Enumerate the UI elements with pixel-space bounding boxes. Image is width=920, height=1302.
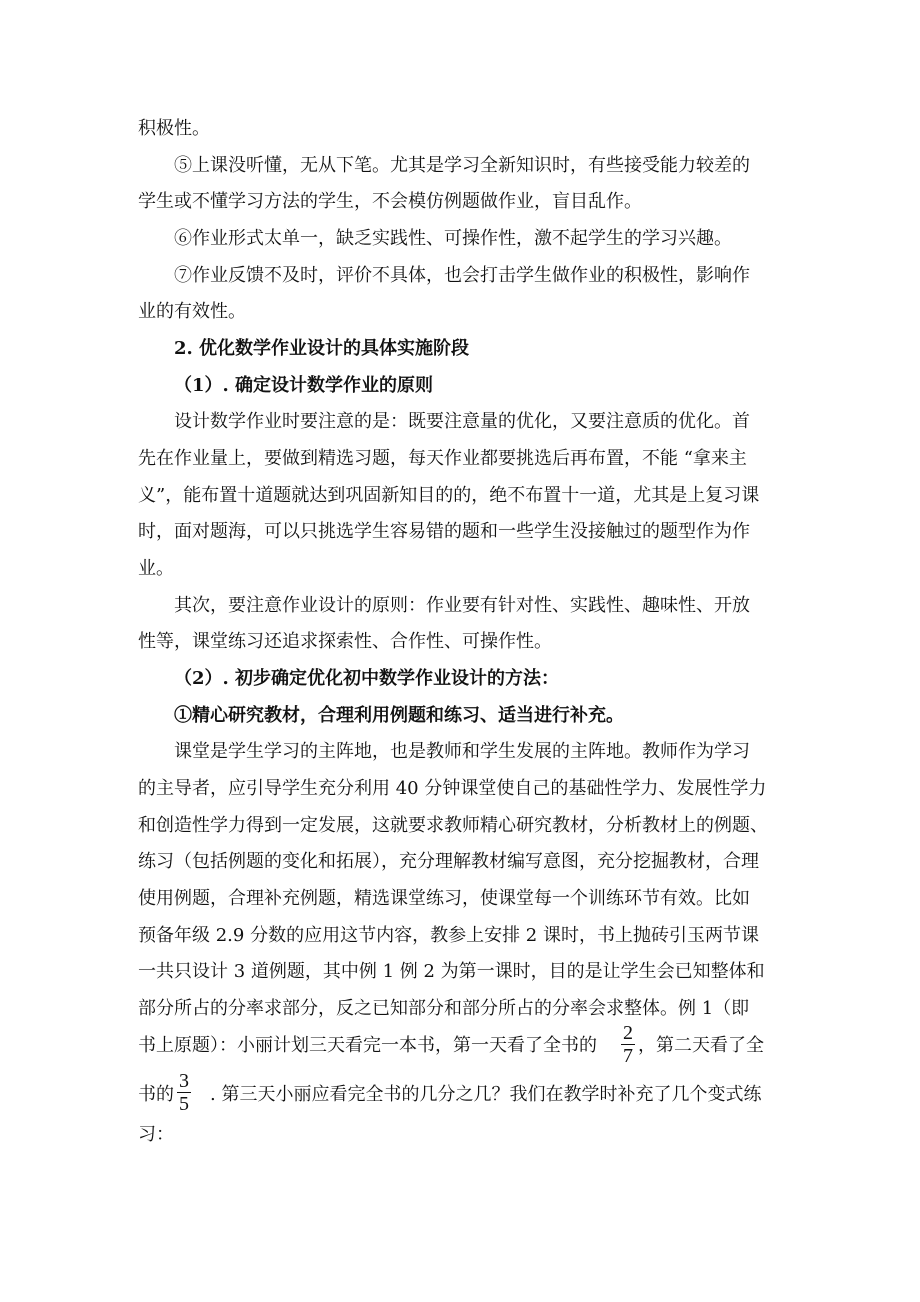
paragraph-line: 时，面对题海，可以只挑选学生容易错的题和一些学生没接触过的题型作为作 — [138, 521, 750, 542]
paragraph-line: 预备年级 2.9 分数的应用这节内容，教参上安排 2 课时，书上抛砖引玉两节课 — [138, 925, 759, 946]
paragraph-line: 书上原题）：小丽计划三天看完一本书，第一天看了全书的 — [138, 1035, 597, 1056]
subheading-1: （1）. 确定设计数学作业的原则 — [174, 375, 434, 396]
list-item-6: ⑥作业形式太单一，缺乏实践性、可操作性，激不起学生的学习兴趣。 — [174, 228, 732, 249]
paragraph-line-continuation: . 第三天小丽应看完全书的几分之几？我们在教学时补充了几个变式练 — [210, 1084, 762, 1105]
paragraph-line: 的主导者，应引导学生充分利用 40 分钟课堂使自己的基础性学力、发展性学力 — [138, 778, 767, 799]
paragraph-line: 积极性。 — [138, 118, 210, 139]
paragraph-line: 设计数学作业时要注意的是：既要注意量的优化，又要注意质的优化。首 — [174, 411, 750, 432]
fraction-numerator: 2 — [623, 1022, 633, 1044]
paragraph-line: 先在作业量上，要做到精选习题，每天作业都要挑选后再布置，不能 “拿来主 — [138, 448, 747, 469]
fraction-denominator: 7 — [623, 1045, 633, 1067]
list-item-7: ⑦作业反馈不及时，评价不具体，也会打击学生做作业的积极性，影响作 — [174, 265, 750, 286]
paragraph-line: 使用例题，合理补充例题，精选课堂练习，使课堂每一个训练环节有效。比如 — [138, 888, 750, 909]
fraction-three-fifths — [176, 1070, 192, 1115]
paragraph-line: 部分所占的分率求部分，反之已知部分和部分所占的分率会求整体。例 1（即 — [138, 998, 750, 1019]
paragraph-line: 习： — [138, 1124, 174, 1145]
paragraph-line-continuation: ，第二天看了全 — [638, 1035, 764, 1056]
paragraph-line: 其次，要注意作业设计的原则：作业要有针对性、实践性、趣味性、开放 — [174, 595, 750, 616]
fraction-denominator: 5 — [179, 1093, 189, 1115]
section-heading-2: 2. 优化数学作业设计的具体实施阶段 — [174, 338, 470, 359]
fraction-two-sevenths — [620, 1022, 636, 1067]
method-heading-1: ①精心研究教材，合理利用例题和练习、适当进行补充。 — [174, 705, 624, 726]
paragraph-line: 练习（包括例题的变化和拓展），充分理解教材编写意图，充分挖掘教材，合理 — [138, 851, 759, 872]
paragraph-line: 课堂是学生学习的主阵地，也是教师和学生发展的主阵地。教师作为学习 — [174, 741, 750, 762]
paragraph-line: 书的 — [138, 1084, 174, 1105]
paragraph-line: 性等，课堂练习还追求探索性、合作性、可操作性。 — [138, 631, 552, 652]
subheading-2: （2）. 初步确定优化初中数学作业设计的方法： — [174, 668, 560, 689]
paragraph-line: 业。 — [138, 558, 174, 579]
paragraph-line: 学生或不懂学习方法的学生，不会模仿例题做作业，盲目乱作。 — [138, 191, 642, 212]
paragraph-line: 一共只设计 3 道例题，其中例 1 例 2 为第一课时，目的是让学生会已知整体和 — [138, 961, 765, 982]
paragraph-line: 业的有效性。 — [138, 301, 246, 322]
list-item-5: ⑤上课没听懂，无从下笔。尤其是学习全新知识时，有些接受能力较差的 — [174, 155, 750, 176]
fraction-numerator: 3 — [179, 1070, 189, 1092]
paragraph-line: 和创造性学力得到一定发展，这就要求教师精心研究教材，分析教材上的例题、 — [138, 815, 768, 836]
paragraph-line: 义”，能布置十道题就达到巩固新知目的的，绝不布置十一道，尤其是上复习课 — [138, 485, 760, 506]
